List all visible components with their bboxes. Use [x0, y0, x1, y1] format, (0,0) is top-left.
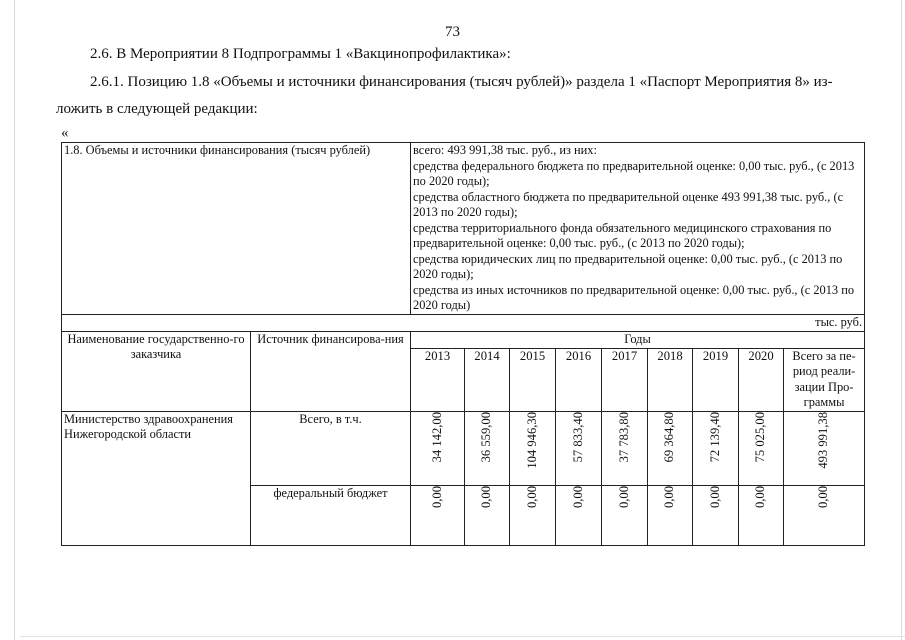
- year-header: 2013: [411, 348, 465, 411]
- value-text: 0,00: [570, 485, 585, 508]
- header-source: Источник финансирова-ния: [251, 331, 411, 411]
- value-cell: [693, 485, 739, 545]
- value-text: 34 142,00: [429, 411, 444, 462]
- value-text: 72 139,40: [707, 411, 722, 462]
- value-cell: [411, 411, 465, 485]
- unit-label: тыс. руб.: [62, 314, 865, 331]
- unit-row: [62, 314, 865, 331]
- source-label: Всего, в т.ч.: [251, 411, 411, 485]
- year-header: 2015: [510, 348, 556, 411]
- value-cell: [510, 411, 556, 485]
- value-cell: [556, 485, 602, 545]
- value-text: 36 559,00: [479, 411, 494, 462]
- source-label: федеральный бюджет: [251, 485, 411, 545]
- year-header: 2018: [648, 348, 693, 411]
- value-cell: [556, 411, 602, 485]
- scan-edge-line: [20, 636, 905, 637]
- value-text: 57 833,40: [570, 411, 585, 462]
- total-text: 0,00: [816, 485, 831, 508]
- passport-line: средства областного бюджета по предварительной оценке 493 991,38 тыс. руб., (с 2013 по 2020 годы);: [413, 189, 844, 219]
- page-number: 73: [445, 24, 460, 40]
- total-text: 493 991,38: [816, 411, 831, 469]
- scan-edge-line: [14, 0, 15, 640]
- table-row-total: [62, 411, 865, 485]
- passport-line: средства из иных источников по предварительной оценке: 0,00 тыс. руб., (с 2013 по 2020 годы): [413, 282, 855, 312]
- value-cell: [510, 485, 556, 545]
- passport-line: всего: 493 991,38 тыс. руб., из них:: [413, 143, 597, 157]
- value-cell: [465, 485, 510, 545]
- header-total: Всего за пе-риод реали-зации Про-граммы: [784, 348, 865, 411]
- paragraph-2-6-1: 2.6.1. Позицию 1.8 «Объемы и источники финансирования (тысяч рублей)» раздела 1 «Паспорт Мероприятия 8» из-: [90, 74, 833, 90]
- year-header: 2019: [693, 348, 739, 411]
- value-cell: [693, 411, 739, 485]
- passport-text: [411, 143, 865, 315]
- passport-row: [62, 143, 865, 315]
- header-years: Годы: [411, 331, 865, 348]
- paragraph-2-6: 2.6. В Мероприятии 8 Подпрограммы 1 «Вакцинопрофилактика»:: [90, 46, 511, 62]
- value-cell: [739, 411, 784, 485]
- value-text: 0,00: [707, 485, 722, 508]
- value-text: 75 025,00: [753, 411, 768, 462]
- customer-name: Министерство здравоохранения Нижегородской области: [62, 411, 251, 545]
- value-text: 0,00: [524, 485, 539, 508]
- value-cell: [465, 411, 510, 485]
- passport-label: 1.8. Объемы и источники финансирования (тысяч рублей): [62, 143, 411, 315]
- value-text: 0,00: [662, 485, 677, 508]
- value-cell: [648, 485, 693, 545]
- value-text: 37 783,80: [616, 411, 631, 462]
- value-text: 0,00: [479, 485, 494, 508]
- finance-table: [61, 142, 865, 546]
- value-text: 0,00: [429, 485, 444, 508]
- value-text: 0,00: [616, 485, 631, 508]
- total-cell: [784, 485, 865, 545]
- paragraph-2-6-1-continued: ложить в следующей редакции:: [56, 101, 258, 117]
- year-header: 2017: [602, 348, 648, 411]
- value-cell: [602, 485, 648, 545]
- year-header: 2014: [465, 348, 510, 411]
- value-cell: [411, 485, 465, 545]
- passport-line: средства территориального фонда обязательного медицинского страхования по предварительной оценке: 0,00 тыс. руб., (с 2013 по 2020 годы);: [413, 220, 832, 250]
- opening-quote: «: [61, 125, 69, 141]
- total-cell: [784, 411, 865, 485]
- scan-edge-line: [901, 0, 902, 640]
- year-header: 2020: [739, 348, 784, 411]
- header-row-years: [62, 331, 865, 348]
- value-text: 69 364,80: [662, 411, 677, 462]
- value-text: 0,00: [753, 485, 768, 508]
- passport-line: средства федерального бюджета по предварительной оценке: 0,00 тыс. руб., (с 2013 по 2020 годы);: [413, 158, 855, 188]
- year-header: 2016: [556, 348, 602, 411]
- header-customer: Наименование государственно-го заказчика: [62, 331, 251, 411]
- passport-line: средства юридических лиц по предварительной оценке: 0,00 тыс. руб., (с 2013 по 2020 годы);: [413, 251, 843, 281]
- value-cell: [602, 411, 648, 485]
- value-text: 104 946,30: [524, 411, 539, 469]
- value-cell: [648, 411, 693, 485]
- value-cell: [739, 485, 784, 545]
